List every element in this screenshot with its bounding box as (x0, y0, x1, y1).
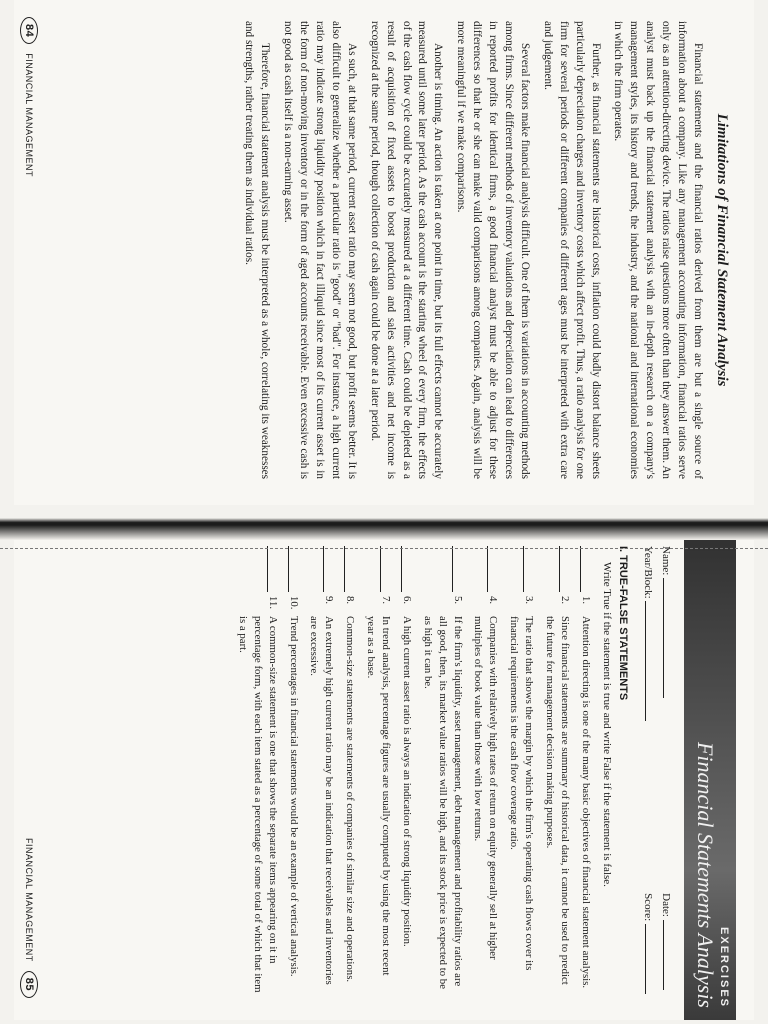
true-false-item (578, 546, 593, 994)
name-field[interactable] (663, 578, 664, 698)
paragraph-6: Therefore, financial statement analysis must be interpreted as a whole, correlating its weaknesses and strengths, rather treating them as individual ratios. (243, 21, 272, 479)
score-field[interactable] (645, 924, 646, 994)
name-label: Name: (660, 546, 672, 576)
answer-blank[interactable] (401, 546, 414, 592)
banner-title: Financial Statements Analysis (693, 741, 718, 1008)
section-heading: Limitations of Financial Statement Analysis (714, 113, 730, 387)
paragraph-4: Another is timing. An action is taken at one point in time, but its full effects cannot be accurately measured until some later period. As the cash account is the starting wheel of every firm, the effects of the cash flow cycle could be accurately measured at a different time. Cash could be depleted as a result of acquisition of fixed assets to boost production and sales activities and net income is recognized at the same period, though collection of cash again could be done at a later period. (368, 21, 445, 479)
item-number: 9. (323, 596, 336, 605)
item-number: 1. (579, 596, 592, 605)
banner-kicker: EXERCISES (718, 927, 730, 1008)
item-text: Trend percentages in financial statements would be an example of vertical analysis. (287, 616, 300, 977)
true-false-item (506, 546, 536, 994)
page-number: 84 (20, 17, 38, 44)
item-text: Since financial statements are summary of historical data, it cannot be used to predict the future for management decision making purposes. (544, 616, 571, 985)
answer-blank[interactable] (559, 546, 572, 592)
item-number: 2. (558, 596, 571, 605)
yearblock-label: Year/Block: (642, 546, 655, 599)
exercise-section-heading: I. TRUE-FALSE STATEMENTS (616, 546, 629, 701)
true-false-item (542, 546, 572, 994)
true-false-item (307, 546, 337, 994)
true-false-item (342, 546, 357, 994)
answer-blank[interactable] (452, 546, 465, 592)
paragraph-3: Several factors make financial analysis difficult. One of them is variations in accounting methods among firms. Since different methods of inventory valuations and depreciation can lead to differences in reported profits for identical firms, a good financial analyst must be able to adjust for these differences so that he or she can make valid comparisons among companies. Again, analysis will be more meaningful if we make comparisons. (455, 21, 531, 479)
item-number: 6. (400, 596, 413, 605)
page-85 (14, 520, 754, 1020)
item-text: An extremely high current ratio may be an indication that receivables and inventories are excessive. (308, 616, 336, 985)
item-text: A high current asset ratio is always an indication of strong liquidity position. (400, 616, 413, 947)
item-number: 4. (487, 596, 500, 605)
item-text: If the firm's liquidity, asset management, debt management and profitability ratios are all good, then, its market value ratios will be high, and its stock price is expected to be as high it can be. (421, 616, 464, 989)
item-text: The ratio that shows the margin by which the firm's operating cash flows cover its financial requirements is the cash flow coverage ratio. (508, 616, 536, 971)
running-footer: FINANCIAL MANAGEMENT (24, 838, 34, 962)
item-number: 3. (523, 596, 536, 605)
page-number: 85 (20, 971, 38, 998)
instructions: Write True if the statement is true and write False if the statement is false. (600, 562, 613, 887)
item-text: A common-size statement is one that shows the separate items appearing on it in percentage form, with each item stated as a percentage of some total of which that item is a part. (236, 616, 279, 993)
true-false-item (235, 546, 280, 994)
student-info (639, 546, 674, 994)
item-number: 10. (287, 596, 300, 610)
item-number: 8. (344, 596, 357, 605)
answer-blank[interactable] (580, 546, 593, 592)
answer-blank[interactable] (380, 546, 393, 592)
answer-blank[interactable] (344, 546, 357, 592)
book-binding (0, 518, 768, 540)
page-footer (20, 17, 38, 505)
item-text: In trend analysis, percentage figures are usually computed by using the most recent year as a base. (365, 616, 393, 976)
item-number: 7. (380, 596, 393, 605)
page-footer (20, 520, 38, 998)
answer-blank[interactable] (267, 546, 280, 592)
score-label: Score: (642, 893, 655, 922)
true-false-item (420, 546, 465, 994)
paragraph-2: Further, as financial statements are historical costs, inflation could badly distort balance sheets particularly depreciation charges and inventory costs which affect profit. Thus, a ratio analysis for one firm for several periods or different companies of different ages must be interpreted with extra care and judgement. (541, 21, 602, 479)
page-84 (14, 0, 754, 505)
true-false-list (235, 546, 593, 994)
true-false-item (399, 546, 414, 994)
true-false-item (286, 546, 301, 994)
paragraph-5: As such, at that same period, current asset ratio may seem not good, but profit seems better. It is also difficult to generalize whether a particular ratio is "good" or "bad". For instance, a high current ratio may indicate strong liquidity position which in fact illiquid since most of its current asset is in the form of non-moving inventory or in the form of aged accounts receivable. Even excessive cash is not good as cash itself is a non-earning asset. (282, 21, 358, 479)
perforation-line (0, 548, 768, 549)
date-field[interactable] (663, 920, 664, 990)
answer-blank[interactable] (523, 546, 536, 592)
running-footer: FINANCIAL MANAGEMENT (24, 53, 34, 177)
paragraph-1: Financial statements and the financial ratios derived from them are but a single source of information about a company. Like any management accounting information, financial ratios serve only as an attention-directing device. The ratios raise questions more often than they answer them. An analyst must back up the financial statement analysis with an in-depth research on a company's management styles, its history and trends, the industry, and the national and international economies in which the firm operates. (612, 21, 704, 479)
item-text: Common-size statements are statements of companies of similar size and operations. (344, 616, 357, 983)
true-false-item (471, 546, 501, 994)
date-label: Date: (660, 893, 672, 917)
item-text: Companies with relatively high rates of return on equity generally sell at higher multiples of book value than those with low returns. (472, 616, 500, 960)
item-number: 11. (266, 596, 279, 610)
exercises-banner (684, 520, 736, 1020)
item-text: Attention directing is one of the many basic objectives of financial statement analysis. (579, 616, 592, 989)
answer-blank[interactable] (487, 546, 500, 592)
answer-blank[interactable] (288, 546, 301, 592)
true-false-item (363, 546, 393, 994)
yearblock-field[interactable] (645, 601, 646, 721)
answer-blank[interactable] (323, 546, 336, 592)
item-number: 5. (451, 596, 464, 605)
